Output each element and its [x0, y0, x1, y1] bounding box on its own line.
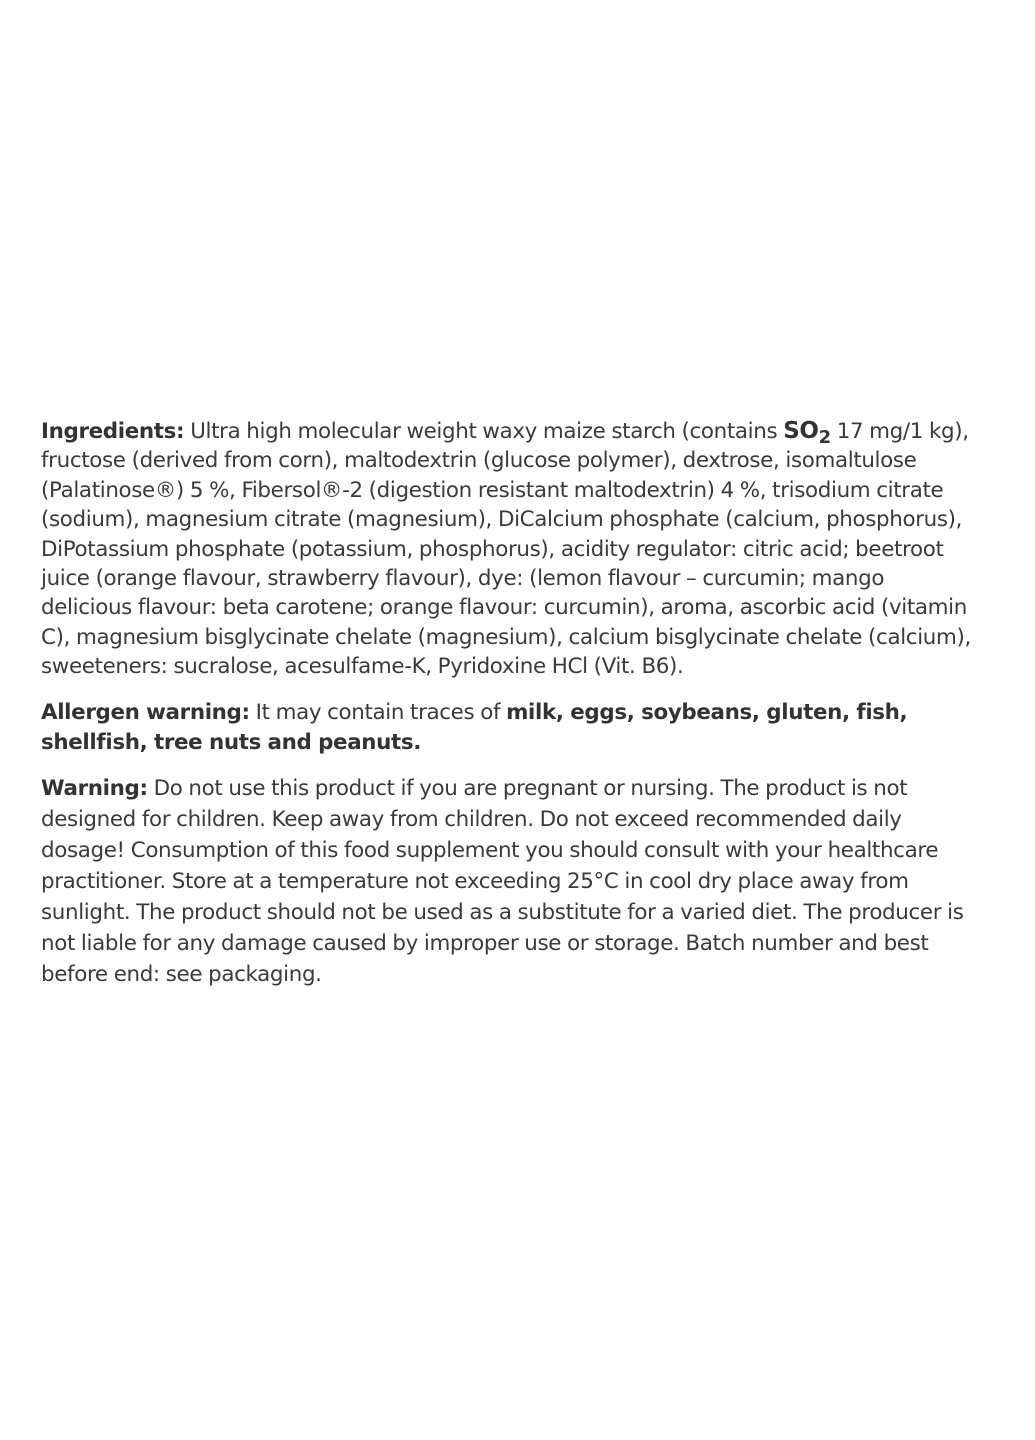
warning-heading: Warning:	[41, 775, 148, 801]
so2-formula	[783, 418, 831, 449]
so2-subscript: 2	[818, 427, 831, 449]
allergen-paragraph	[41, 698, 976, 758]
allergen-heading: Allergen warning:	[41, 699, 250, 725]
ingredients-paragraph	[41, 417, 976, 682]
product-label-text	[41, 417, 976, 1006]
so2-symbol: SO	[783, 418, 819, 444]
ingredients-heading: Ingredients:	[41, 419, 185, 444]
warning-paragraph	[41, 773, 976, 990]
ingredients-text-rest: 17 mg/1 kg), fructose (derived from corn), maltodextrin (glucose polymer), dextrose, isomaltulose (Palatinose®) 5 %, Fibersol®-2 (digestion resistant maltodextrin) 4 %, trisodium citrate (sodium), magnesium citrate (magnesium), DiCalcium phosphate (calcium, phosphorus), DiPotassium phosphate (potassium, phosphorus), acidity regulator: citric acid; beetroot juice (orange flavour, strawberry flavour), dye: (lemon flavour – curcumin; mango delicious flavour: beta carotene; orange flavour: curcumin), aroma, ascorbic acid (vitamin C), magnesium bisglycinate chelate (magnesium), calcium bisglycinate chelate (calcium), sweeteners: sucralose, acesulfame-K, Pyridoxine HCl (Vit. B6).	[41, 419, 971, 680]
allergen-text: It may contain traces of	[249, 699, 507, 725]
ingredients-text-start: Ultra high molecular weight waxy maize starch (contains	[184, 419, 784, 444]
allergen-list: milk, eggs, soybeans, gluten, fish, shellfish, tree nuts and peanuts.	[41, 699, 908, 755]
warning-text: Do not use this product if you are pregnant or nursing. The product is not designed for children. Keep away from children. Do not exceed recommended daily dosage! Consumption of this food supplement you should consult with your healthcare practitioner. Store at a temperature not exceeding 25°C in cool dry place away from sunlight. The product should not be used as a substitute for a varied diet. The producer is not liable for any damage caused by improper use or storage. Batch number and best before end: see packaging.	[41, 775, 964, 987]
